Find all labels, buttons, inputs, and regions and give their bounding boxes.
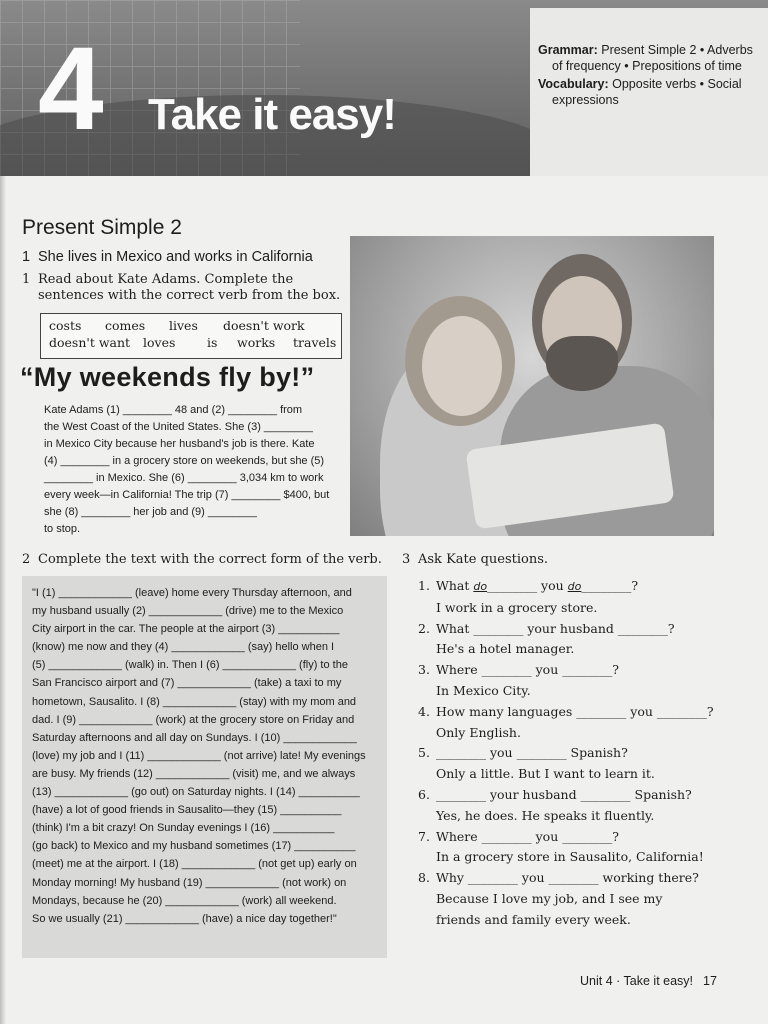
vocabulary-text: Opposite verbs • Social expressions — [552, 77, 742, 107]
question-number: 3. — [418, 662, 430, 678]
man-beard-shape — [546, 336, 618, 391]
word-box-item: comes — [105, 318, 146, 333]
question-3 — [418, 660, 738, 681]
answer-7: In a grocery store in Sausalito, California! — [436, 849, 704, 865]
question-text: How many languages ________ you ________? — [436, 703, 714, 719]
reading-line: she (8) ________ her job and (9) ________ — [44, 506, 257, 518]
word-box-item: travels — [293, 335, 337, 350]
reading-line: in Mexico City because her husband's job is there. Kate — [44, 438, 315, 450]
question-text: Why ________ you ________ working there? — [436, 870, 699, 886]
exercise-2-line: dad. I (9) ____________ (work) at the grocery store on Friday and — [32, 713, 355, 726]
question-text: What — [436, 578, 474, 593]
question-8 — [418, 868, 738, 889]
section-title: Present Simple 2 — [22, 216, 182, 239]
question-4 — [418, 702, 738, 723]
unit-title: Take it easy! — [148, 90, 396, 139]
question-number: 8. — [418, 870, 430, 886]
exercise-2-line: (love) my job and I (11) ____________ (not arrive) late! My evenings — [32, 749, 366, 762]
question-text: What ________ your husband ________? — [436, 620, 675, 636]
kate-and-husband-photo — [350, 236, 714, 536]
question-text: ________? — [581, 578, 639, 593]
word-box-item: doesn't work — [223, 318, 305, 333]
answer-3: In Mexico City. — [436, 682, 531, 698]
unit-number: 4 — [38, 23, 104, 155]
reading-line: every week—in California! The trip (7) ________ $400, but — [44, 489, 330, 501]
grammar-text: Present Simple 2 • Adverbs of frequency • Prepositions of time — [552, 43, 753, 73]
question-text: Where ________ you ________? — [436, 662, 619, 678]
exercise-2-line: hometown, Sausalito. I (8) ____________ (stay) with my mom and — [32, 695, 357, 708]
question-text: ________ you ________ Spanish? — [436, 745, 628, 761]
exercise-2-line: San Francisco airport and (7) ____________ (take) a taxi to my — [32, 677, 342, 690]
word-box-item: works — [237, 335, 276, 350]
exercise-2-line: Mondays, because he (20) ____________ (work) all weekend. — [32, 894, 337, 907]
exercise-1-number: 1 — [22, 272, 31, 287]
handwritten-answer: do — [473, 580, 488, 593]
unit-header — [0, 0, 768, 176]
question-2 — [418, 619, 738, 640]
exercise-2-line: "I (1) ____________ (leave) home every Thursday afternoon, and — [32, 587, 352, 599]
question-number: 2. — [418, 620, 430, 636]
footer-unit-text: Unit 4 · Take it easy! — [580, 974, 694, 988]
grammar-line — [538, 42, 756, 74]
question-number: 1. — [418, 578, 430, 593]
question-7 — [418, 827, 738, 848]
answer-4: Only English. — [436, 724, 521, 740]
exercise-3-number: 3 — [402, 552, 411, 567]
question-text: ________ you — [487, 578, 568, 593]
reading-line: to stop. — [44, 523, 81, 535]
exercise-2-instruction — [22, 552, 382, 568]
exercise-2-number: 2 — [22, 552, 31, 567]
question-text: Where ________ you ________? — [436, 828, 619, 844]
exercise-2-line: (know) me now and they (4) ____________ (say) hello when I — [32, 641, 335, 654]
exercise-2-line: (meet) me at the airport. I (18) ____________ (not get up) early on — [32, 858, 357, 871]
exercise-2-line: (think) I'm a bit crazy! On Sunday evenings I (16) __________ — [32, 822, 335, 835]
handwritten-answer: do — [567, 580, 582, 593]
answer-6: Yes, he does. He speaks it fluently. — [436, 807, 655, 823]
question-5 — [418, 743, 738, 764]
exercise-2-text-box — [22, 576, 387, 958]
reading-line: ________ in Mexico. She (6) ________ 3,034 km to work — [44, 472, 324, 484]
answer-1: I work in a grocery store. — [436, 599, 598, 615]
exercise-2-line: So we usually (21) ____________ (have) a nice day together!" — [32, 912, 337, 925]
page-footer — [580, 974, 717, 988]
sub-title — [22, 249, 313, 265]
exercise-2-line: (go back) to Mexico and my husband sometimes (17) __________ — [32, 840, 356, 853]
question-1 — [418, 576, 738, 598]
page-gutter-shadow — [0, 176, 6, 1024]
word-box-item: is — [207, 335, 218, 350]
question-number: 7. — [418, 828, 430, 844]
syllabus-box — [530, 8, 768, 176]
reading-title: “My weekends fly by!” — [20, 362, 315, 392]
sub-title-text: She lives in Mexico and works in California — [38, 249, 313, 265]
answer-8: Because I love my job, and I see my friends and family every week. — [436, 890, 663, 927]
answer-2: He's a hotel manager. — [436, 641, 575, 657]
word-box-item: costs — [49, 318, 82, 333]
exercise-2-line: (have) a lot of good friends in Sausalito—they (15) __________ — [32, 804, 342, 817]
vocabulary-label: Vocabulary: — [538, 77, 609, 91]
exercise-3-text: Ask Kate questions. — [418, 552, 549, 567]
question-number: 6. — [418, 786, 430, 802]
reading-line: the West Coast of the United States. She (3) ________ — [44, 421, 313, 433]
exercise-2-line: Monday morning! My husband (19) ____________ (not work) on — [32, 876, 347, 889]
exercise-3-list — [418, 576, 738, 931]
verb-word-box — [40, 313, 342, 359]
sub-title-number: 1 — [22, 249, 31, 265]
word-box-item: loves — [143, 335, 176, 350]
exercise-2-line: are busy. My friends (12) ____________ (visit) me, and we always — [32, 767, 356, 780]
page-number: 17 — [703, 974, 717, 988]
question-6 — [418, 785, 738, 806]
exercise-1-instruction — [22, 272, 352, 304]
exercise-2-line: my husband usually (2) ____________ (drive) me to the Mexico — [32, 605, 344, 618]
reading-text — [44, 402, 360, 538]
answer-5: Only a little. But I want to learn it. — [436, 766, 655, 782]
exercise-2-line: City airport in the car. The people at the airport (3) __________ — [32, 623, 340, 636]
word-box-item: lives — [169, 318, 198, 333]
reading-line: (4) ________ in a grocery store on weekends, but she (5) — [44, 455, 325, 467]
exercise-3-instruction — [402, 552, 548, 567]
vocabulary-line — [538, 76, 756, 108]
question-text: ________ your husband ________ Spanish? — [436, 786, 692, 802]
exercise-2-line: (13) ____________ (go out) on Saturday nights. I (14) __________ — [32, 786, 360, 799]
exercise-2-line: (5) ____________ (walk) in. Then I (6) ____________ (fly) to the — [32, 659, 348, 672]
word-box-item: doesn't want — [49, 335, 131, 350]
woman-face-shape — [422, 316, 502, 416]
reading-line: Kate Adams (1) ________ 48 and (2) ________ from — [44, 404, 303, 416]
exercise-2-text: Complete the text with the correct form of the verb. — [38, 552, 382, 567]
question-number: 4. — [418, 703, 430, 719]
exercise-2-line: Saturday afternoons and all day on Sundays. I (10) ____________ — [32, 731, 357, 744]
exercise-1-text: Read about Kate Adams. Complete the sentences with the correct verb from the box. — [38, 272, 341, 303]
grammar-label: Grammar: — [538, 43, 598, 57]
question-number: 5. — [418, 745, 430, 761]
